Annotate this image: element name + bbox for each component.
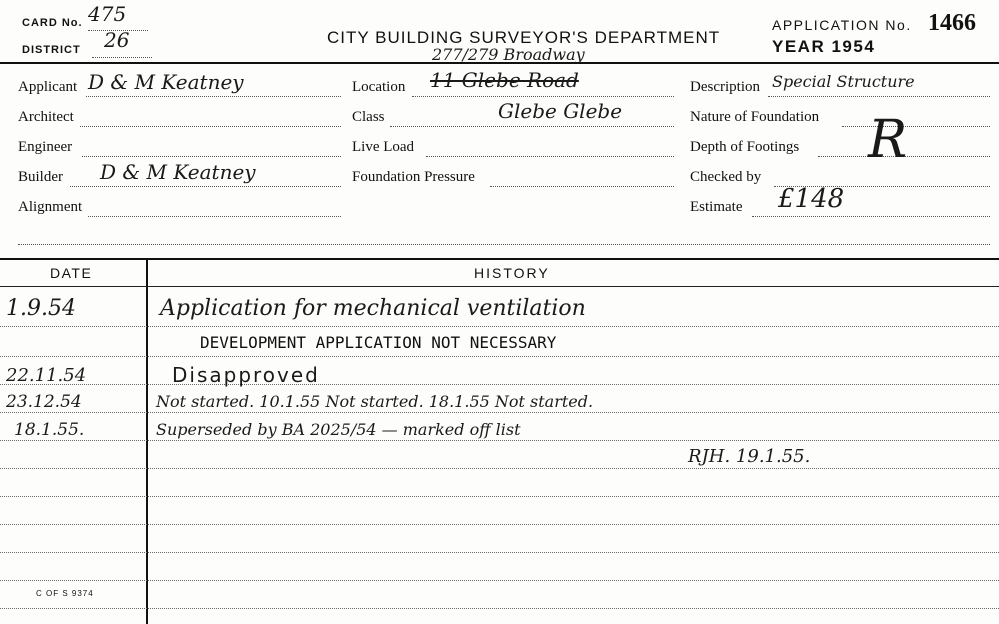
card-no-value: 475 — [88, 2, 127, 26]
history-entry-text: Superseded by BA 2025/54 — marked off list — [156, 420, 521, 439]
live-load-line — [426, 156, 674, 157]
history-rule — [0, 412, 999, 413]
architect-label: Architect — [18, 109, 74, 125]
location-line — [412, 96, 674, 97]
history-entry-text: Disapproved — [172, 363, 320, 387]
history-entry-initials: RJH. 19.1.55. — [688, 446, 811, 467]
estimate-label: Estimate — [690, 199, 743, 215]
history-header: HISTORY — [474, 265, 550, 281]
history-rule — [0, 326, 999, 327]
builder-line — [70, 186, 341, 187]
history-rule — [0, 552, 999, 553]
history-header-rule — [0, 286, 999, 287]
history-rule — [0, 384, 999, 385]
history-entry-text: Not started. 10.1.55 Not started. 18.1.55 Not started. — [156, 392, 594, 411]
checked-by-label: Checked by — [690, 169, 762, 185]
nature-of-foundation-line — [842, 126, 990, 127]
fields-bottom-line — [18, 244, 990, 245]
alignment-label: Alignment — [18, 199, 83, 215]
card-no-label: CARD No. — [22, 17, 83, 29]
live-load-label: Live Load — [352, 139, 415, 155]
district-value: 26 — [104, 28, 130, 52]
class-value: Glebe Glebe — [498, 99, 623, 123]
class-line — [390, 126, 674, 127]
builder-label: Builder — [18, 169, 63, 185]
applicant-value: D & M Keatney — [88, 70, 244, 94]
description-line — [768, 96, 990, 97]
history-rule — [0, 608, 999, 609]
depth-of-footings-label: Depth of Footings — [690, 139, 800, 155]
foundation-pressure-label: Foundation Pressure — [352, 169, 475, 185]
history-entry-stamp: DEVELOPMENT APPLICATION NOT NECESSARY — [200, 333, 557, 352]
history-rule — [0, 356, 999, 357]
application-no-label: APPLICATION No. — [772, 17, 912, 33]
foundation-pressure-line — [490, 186, 674, 187]
date-header: DATE — [50, 265, 93, 281]
history-entry-date: 22.11.54 — [6, 365, 87, 386]
history-rule — [0, 580, 999, 581]
history-divider — [0, 258, 999, 260]
estimate-line — [752, 216, 990, 217]
architect-line — [80, 126, 341, 127]
applicant-label: Applicant — [18, 79, 78, 95]
alignment-line — [88, 216, 341, 217]
location-top-value: 277/279 Broadway — [432, 45, 585, 64]
department-title: CITY BUILDING SURVEYOR'S DEPARTMENT — [327, 28, 721, 47]
history-column-divider — [146, 260, 148, 624]
engineer-line — [82, 156, 341, 157]
district-underline — [92, 57, 152, 58]
history-entry-date: 1.9.54 — [6, 296, 76, 321]
year-label: YEAR 1954 — [772, 37, 876, 56]
description-label: Description — [690, 79, 760, 95]
history-entry-date: 23.12.54 — [6, 392, 82, 412]
engineer-label: Engineer — [18, 139, 73, 155]
applicant-line — [86, 96, 341, 97]
form-code: C OF S 9374 — [36, 589, 94, 598]
history-rule — [0, 524, 999, 525]
history-entry-text: Application for mechanical ventilation — [160, 296, 586, 321]
class-label: Class — [352, 109, 385, 125]
application-no-value: 1466 — [928, 10, 976, 36]
history-rule — [0, 468, 999, 469]
location-value: 11 Glebe Road — [430, 68, 579, 92]
location-label: Location — [352, 79, 406, 95]
nature-of-foundation-label: Nature of Foundation — [690, 109, 820, 125]
history-entry-date: 18.1.55. — [14, 420, 85, 440]
history-rule — [0, 496, 999, 497]
checked-by-value: R — [868, 110, 908, 170]
district-label: DISTRICT — [22, 44, 81, 56]
description-value: Special Structure — [772, 72, 915, 91]
history-rule — [0, 440, 999, 441]
estimate-value: £148 — [778, 184, 845, 214]
builder-value: D & M Keatney — [100, 160, 256, 184]
